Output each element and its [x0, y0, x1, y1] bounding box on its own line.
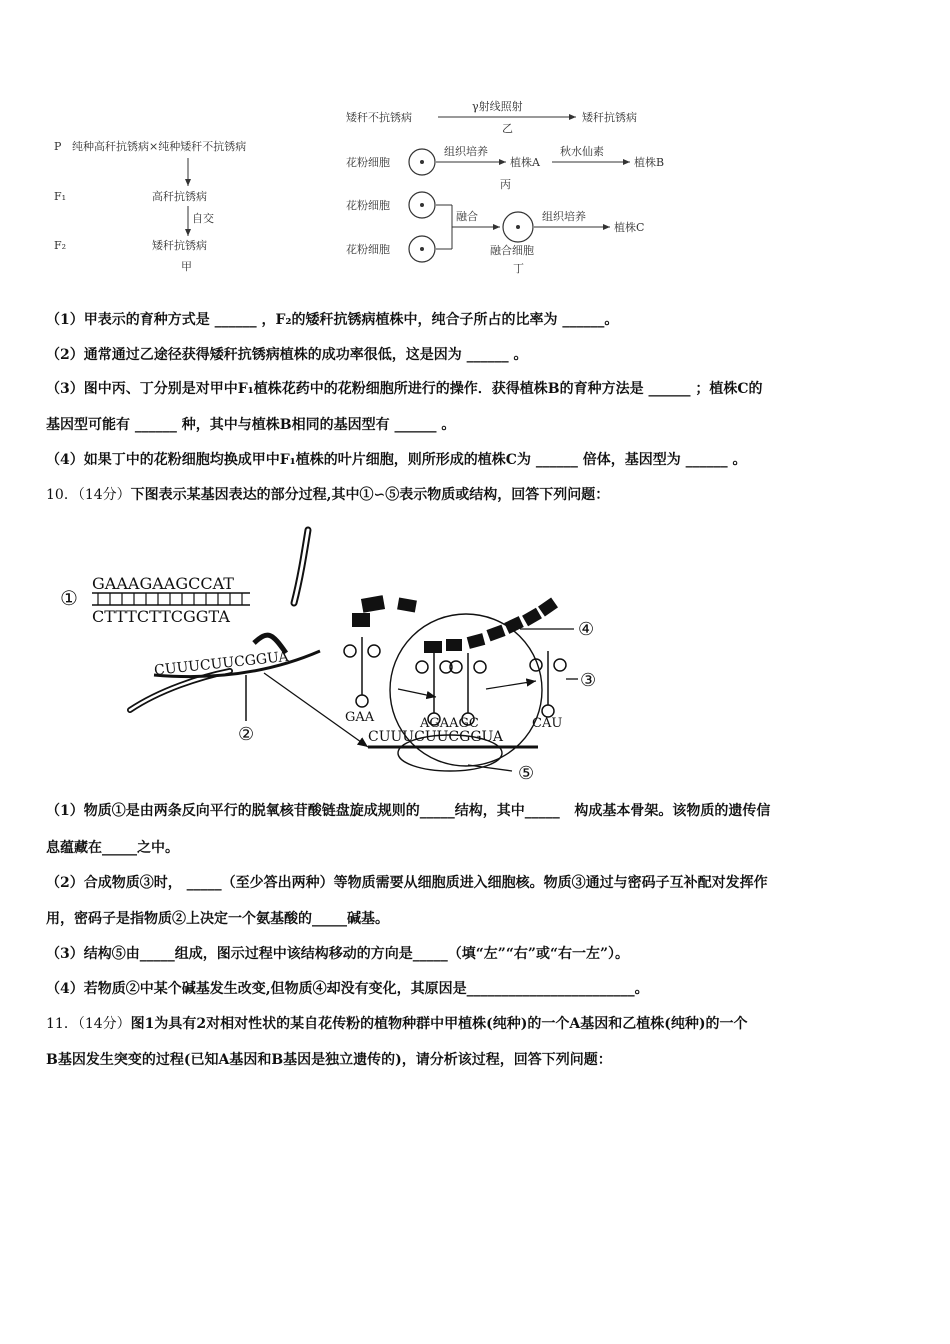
q10-part2-line2: 用，密码子是指物质②上决定一个氨基酸的_____碱基。 [46, 911, 389, 927]
mrna-right-sequence: CUUUCUUCGGUA [368, 729, 503, 745]
trna-left [344, 637, 380, 707]
ding-start1: 花粉细胞 [346, 199, 390, 212]
anticodon-gaa: GAA [345, 710, 375, 725]
anticodon-agaagc: AGAAGC [420, 716, 479, 731]
jia-f2-label: F₂ [54, 239, 67, 252]
bing-name: 丙 [500, 178, 511, 191]
bing-step2: 秋水仙素 [560, 145, 604, 158]
ding-fusion: 融合 [456, 210, 478, 223]
q9-part2: （2）通常通过乙途径获得矮秆抗锈病植株的成功率很低，这是因为 ______ 。 [46, 347, 528, 363]
q10-score: （14分） [77, 487, 131, 503]
label-4: ④ [578, 619, 595, 640]
yi-name: 乙 [502, 122, 513, 135]
q9-part3-line2: 基因型可能有 ______ 种，其中与植株B相同的基因型有 ______ 。 [46, 417, 456, 433]
q11-line1: 11．（14分）图1为具有2对相对性状的某自花传粉的植物种群中甲植株(纯种)的一个A基因和乙植株(纯种)的一个 [46, 1016, 748, 1032]
bing-step1: 组织培养 [444, 145, 488, 158]
yi-method: γ射线照射 [472, 100, 523, 113]
q10-part2-line1: （2）合成物质③时， _____（至少答出两种）等物质需要从细胞质进入细胞核。物质③通过与密码子互补配对发挥作 [46, 875, 768, 891]
yi-from: 矮秆不抗锈病 [346, 111, 412, 124]
q9-part4: （4）如果丁中的花粉细胞均换成甲中F₁植株的叶片细胞，则所形成的植株C为 ______ 倍体，基因型为 ______ 。 [46, 452, 747, 468]
q11-line2: B基因发生突变的过程(已知A基因和B基因是独立遗传的)，请分析该过程，回答下列问题： [46, 1052, 612, 1068]
label-3: ③ [580, 670, 597, 691]
gene-expression-svg [50, 525, 630, 790]
trna-right [530, 651, 566, 717]
jia-p-cross: 纯种高秆抗锈病×纯种矮秆不抗锈病 [72, 140, 247, 153]
amino-acid-chain [361, 595, 558, 653]
anticodon-cau: CAU [532, 716, 563, 731]
q10-stem: 下图表示某基因表达的部分过程,其中①∽⑤表示物质或结构，回答下列问题： [130, 487, 610, 503]
q10-part3: （3）结构⑤由_____组成，图示过程中该结构移动的方向是_____（填“左”“右”或“右一左”）。 [46, 946, 630, 962]
jia-p-label: P [54, 140, 62, 153]
q10-number: 10． [46, 487, 78, 503]
ding-start2: 花粉细胞 [346, 243, 390, 256]
label-5: ⑤ [518, 763, 535, 784]
label-1: ① [60, 586, 78, 610]
breeding-diagram [40, 90, 720, 280]
bing-mid: 植株A [510, 156, 540, 169]
q10-part1-line2: 息蕴藏在_____之中。 [46, 840, 179, 856]
ding-step: 组织培养 [542, 210, 586, 223]
mrna-left-sequence: CUUUCUUCGGUA [153, 648, 290, 679]
gene-expression-figure [50, 525, 630, 790]
q9-part3-line1: （3）图中丙、丁分别是对甲中F₁植株花药中的花粉细胞所进行的操作．获得植株B的育种方法是 ______ ；植株C的 [46, 381, 763, 397]
label-2: ② [238, 724, 255, 745]
bing-end: 植株B [634, 156, 665, 169]
trna-middle [416, 653, 486, 725]
q11-number: 11． [46, 1016, 78, 1032]
dna-top-strand: GAAAGAAGCCAT [92, 574, 234, 593]
jia-name: 甲 [181, 260, 192, 273]
breeding-diagram-svg [40, 90, 720, 280]
yi-to: 矮秆抗锈病 [582, 111, 637, 124]
q11-score: （14分） [77, 1016, 131, 1032]
ding-name: 丁 [513, 262, 524, 275]
bing-start: 花粉细胞 [346, 156, 390, 169]
q10-part1-line1: （1）物质①是由两条反向平行的脱氧核苷酸链盘旋成规则的_____结构，其中_____ 构成基本骨架。该物质的遗传信 [46, 803, 771, 819]
q9-part1: （1）甲表示的育种方式是 ______ ，F₂的矮秆抗锈病植株中，纯合子所占的比率为 ______。 [46, 312, 619, 328]
q10-header [46, 485, 910, 505]
ding-end: 植株C [614, 221, 645, 234]
dna-bottom-strand: CTTTCTTCGGTA [92, 607, 230, 626]
jia-selfing: 自交 [192, 212, 214, 225]
ding-cell: 融合细胞 [490, 244, 534, 257]
q10-part4: （4）若物质②中某个碱基发生改变,但物质④却没有变化，其原因是________________________。 [46, 981, 649, 997]
jia-f2-text: 矮秆抗锈病 [152, 239, 207, 252]
jia-f1-text: 高秆抗锈病 [152, 190, 207, 203]
jia-f1-label: F₁ [54, 190, 67, 203]
